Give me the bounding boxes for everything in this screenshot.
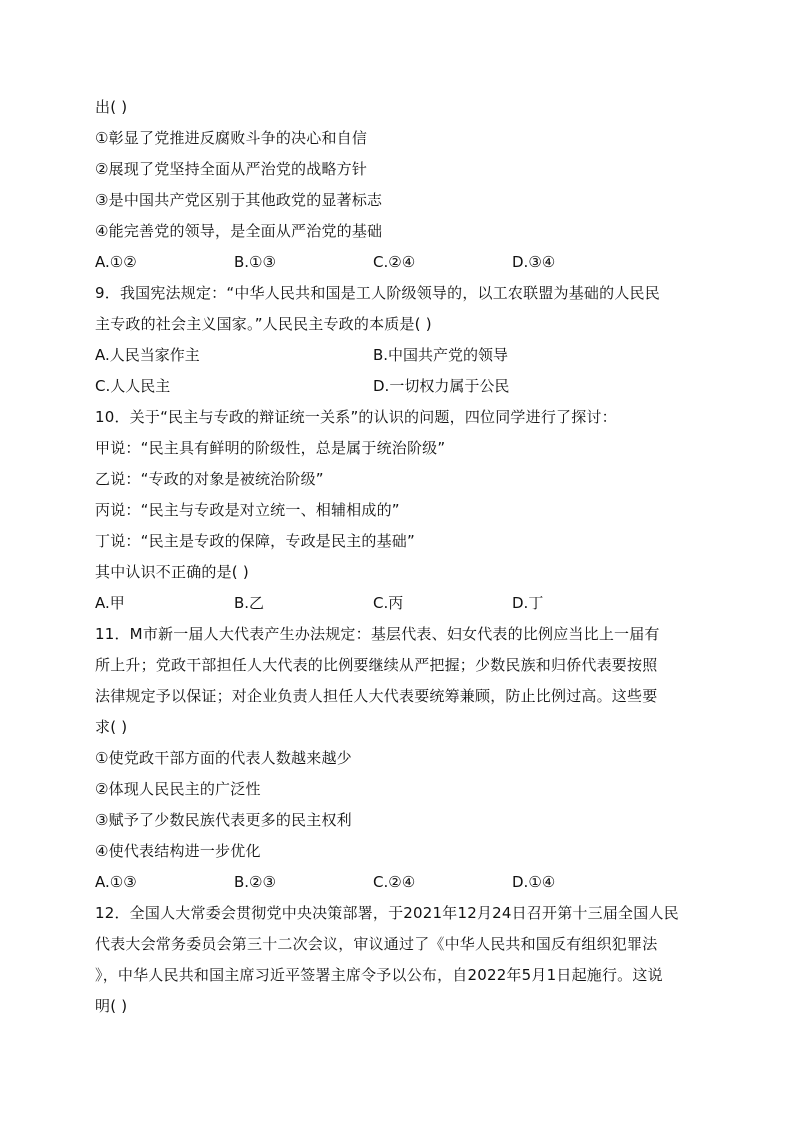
q10-statement: 乙说：“专政的对象是被统治阶级”: [95, 470, 324, 488]
q9-options-row: [95, 371, 705, 402]
q11-stem-line: 所上升；党政干部担任人大代表的比例要继续从严把握；少数民族和归侨代表要按照: [95, 656, 658, 674]
q11-options: [95, 867, 705, 898]
q8-option-d: D.③④: [512, 253, 556, 271]
q9-option-d: D.一切权力属于公民: [373, 377, 510, 395]
q9-stem-line: 9．我国宪法规定：“中华人民共和国是工人阶级领导的，以工农联盟为基础的人民民: [95, 284, 660, 302]
q10-statement: 甲说：“民主具有鲜明的阶级性，总是属于统治阶级”: [95, 439, 446, 457]
q8-option-c: C.②④: [373, 253, 416, 271]
q11-item: ①使党政干部方面的代表人数越来越少: [95, 749, 352, 767]
q11-stem-line: 11．M市新一届人大代表产生办法规定：基层代表、妇女代表的比例应当比上一届有: [95, 625, 660, 643]
q12-stem-line: 代表大会常务委员会第三十二次会议，审议通过了《中华人民共和国反有组织犯罪法: [95, 935, 658, 953]
q9-stem-line: 主专政的社会主义国家。”人民民主专政的本质是( ): [95, 315, 432, 333]
q11-item: ④使代表结构进一步优化: [95, 842, 261, 860]
q10-stem: 10．关于“民主与专政的辩证统一关系”的认识的问题，四位同学进行了探讨：: [95, 408, 617, 426]
q10-statement: 丙说：“民主与专政是对立统一、相辅相成的”: [95, 501, 400, 519]
q10-options: [95, 588, 705, 619]
q11-option-b: B.②③: [234, 873, 276, 891]
q9-option-a: A.人民当家作主: [95, 346, 200, 364]
q8-option-a: A.①②: [95, 253, 137, 271]
q10-option-b: B.乙: [234, 594, 265, 612]
q11-option-a: A.①③: [95, 873, 137, 891]
q11-option-c: C.②④: [373, 873, 416, 891]
q12-stem-line: 12．全国人大常委会贯彻党中央决策部署，于2021年12月24日召开第十三届全国人民: [95, 904, 679, 922]
q9-option-b: B.中国共产党的领导: [373, 346, 509, 364]
q11-option-d: D.①④: [512, 873, 556, 891]
q10-statement: 丁说：“民主是专政的保障，专政是民主的基础”: [95, 532, 415, 550]
q8-option-b: B.①③: [234, 253, 276, 271]
q11-stem-line: 求( ): [95, 718, 128, 736]
q9-options-row: [95, 340, 705, 371]
q8-stem-tail: 出( ): [95, 98, 128, 116]
q8-item: ①彰显了党推进反腐败斗争的决心和自信: [95, 129, 368, 147]
q10-option-d: D.丁: [512, 594, 544, 612]
q8-options: [95, 247, 705, 278]
q10-option-c: C.丙: [373, 594, 404, 612]
q9-option-c: C.人人民主: [95, 377, 171, 395]
q12-stem-line: 明( ): [95, 997, 128, 1015]
q8-item: ③是中国共产党区别于其他政党的显著标志: [95, 191, 383, 209]
q11-item: ②体现人民民主的广泛性: [95, 780, 261, 798]
q12-stem-line: 》，中华人民共和国主席习近平签署主席令予以公布，自2022年5月1日起施行。这说: [95, 966, 663, 984]
q11-item: ③赋予了少数民族代表更多的民主权利: [95, 811, 352, 829]
page-content: [95, 92, 705, 1022]
q10-option-a: A.甲: [95, 594, 125, 612]
q8-item: ④能完善党的领导，是全面从严治党的基础: [95, 222, 383, 240]
q8-item: ②展现了党坚持全面从严治党的战略方针: [95, 160, 368, 178]
q11-stem-line: 法律规定予以保证；对企业负责人担任人大代表要统筹兼顾，防止比例过高。这些要: [95, 687, 658, 705]
q10-question: 其中认识不正确的是( ): [95, 563, 249, 581]
